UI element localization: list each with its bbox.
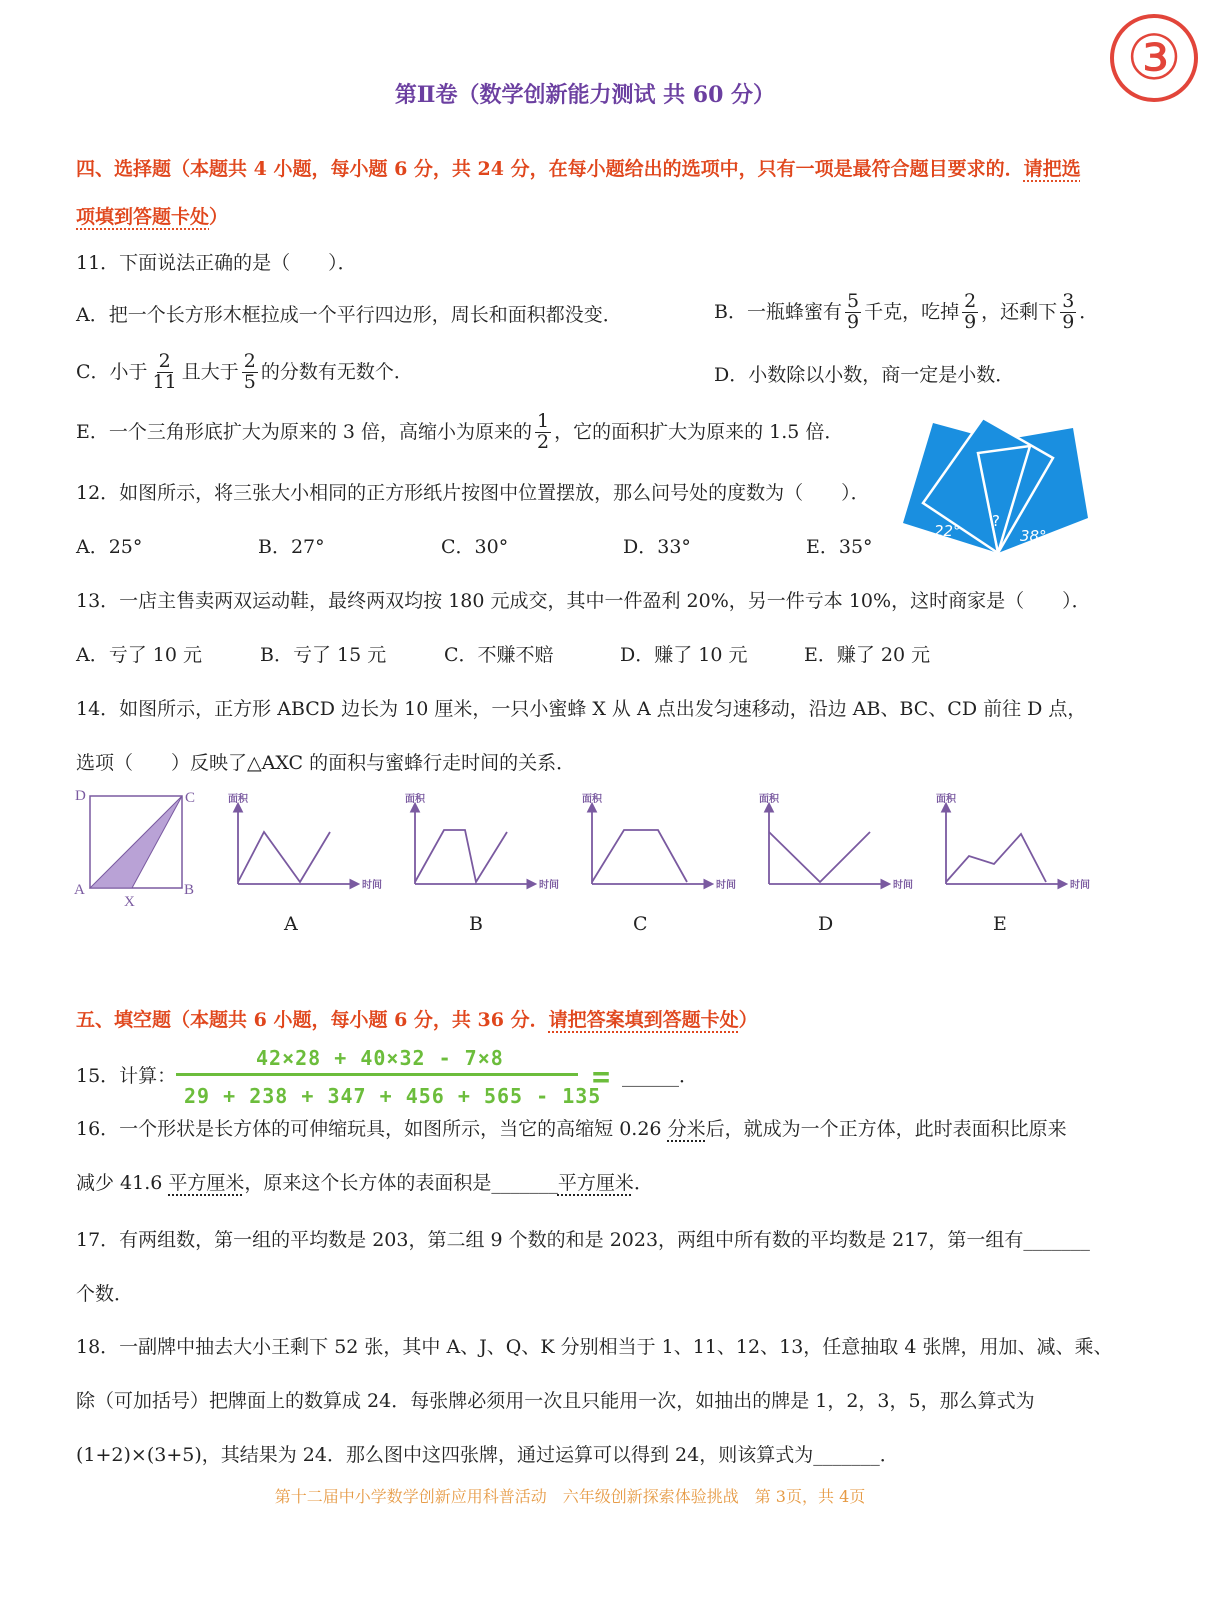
section5-emph: 请把答案填到答题卡处: [548, 1009, 739, 1031]
q11-b-fraction-2: $\frac{2}{9}$: [964, 290, 977, 333]
q11-b-text-2: 千克，吃掉: [864, 300, 960, 323]
graph-b-label: B: [469, 913, 483, 935]
graph-a: [238, 804, 358, 884]
q16-unit-cm2-2: 平方厘米: [557, 1172, 634, 1194]
q16-unit-dm: 分米: [667, 1118, 706, 1140]
triangle-axc: [90, 796, 182, 888]
q12-option-d: D．33°: [623, 536, 691, 558]
q14-line1: 14．如图所示，正方形 ABCD 边长为 10 厘米，一只小蜜蜂 X 从 A 点出发匀速移动，沿边 AB、BC、CD 前往 D 点，: [76, 698, 1087, 720]
q16-line1-text: 16．一个形状是长方体的可伸缩玩具，如图所示，当它的高缩短 0.26: [76, 1118, 668, 1140]
q13-option-a: A．亏了 10 元: [76, 644, 202, 666]
graph-e-ylabel: 面积: [936, 794, 956, 805]
q11-e-fraction: $\frac{1}{2}$: [537, 410, 550, 453]
q11-b-text: B．一瓶蜂蜜有: [714, 300, 842, 323]
q15-numerator: 42×28 + 40×32 - 7×8: [256, 1046, 504, 1070]
graph-c-label: C: [633, 913, 648, 935]
q11-b-end: ．: [1079, 300, 1099, 323]
q12-option-a: A．25°: [76, 536, 143, 558]
q15-fraction-bar: [176, 1073, 578, 1076]
q15-denominator: 29 + 238 + 347 + 456 + 565 - 135: [184, 1084, 602, 1108]
section4-header-cont: [76, 202, 228, 229]
q14-line2: 选项（ ）反映了△AXC 的面积与蜜蜂行走时间的关系．: [76, 752, 576, 774]
q15-equals: =: [592, 1060, 612, 1095]
angle-22-label: 22°: [934, 522, 961, 540]
q18-line2: 除（可加括号）把牌面上的数算成 24．每张牌必须用一次且只能用一次，如抽出的牌是 1，2，3，5，那么算式为: [76, 1390, 1035, 1412]
q11-c-fraction-1: $\frac{2}{11}$: [152, 350, 177, 393]
graph-b-xlabel: 时间: [539, 880, 559, 891]
q11-option-e: [76, 412, 843, 453]
graph-e-xlabel: 时间: [1070, 880, 1090, 891]
graph-b: [415, 804, 535, 884]
graph-d-ylabel: 面积: [759, 794, 779, 805]
q12-option-b: B．27°: [258, 536, 325, 558]
graph-a-ylabel: 面积: [228, 794, 248, 805]
graph-d: [769, 804, 889, 884]
q12-option-e: E．35°: [806, 536, 873, 558]
q13-option-b: B．亏了 15 元: [260, 644, 387, 666]
graph-a-xlabel: 时间: [362, 880, 382, 891]
label-d: D: [75, 788, 86, 804]
page-footer: 第十二届中小学数学创新应用科普活动 六年级创新探索体验挑战 第 3页，共 4页: [274, 1487, 866, 1506]
q11-c-end: 的分数有无数个．: [260, 360, 413, 383]
q12-option-c: C．30°: [441, 536, 509, 558]
graph-c-xlabel: 时间: [716, 880, 736, 891]
angle-38-label: 38°: [1020, 527, 1047, 545]
q11-e-end: ，它的面积扩大为原来的 1.5 倍．: [554, 420, 844, 443]
q11-c-fraction-2: $\frac{2}{5}$: [243, 350, 256, 393]
q13-option-c: C．不赚不赔: [444, 644, 554, 666]
graph-b-ylabel: 面积: [405, 794, 425, 805]
q16-unit-cm2: 平方厘米: [168, 1172, 245, 1194]
q11-option-c: [76, 352, 413, 393]
q12-stem: 12．如图所示，将三张大小相同的正方形纸片按图中位置摆放，那么问号处的度数为（ ）．: [76, 482, 870, 504]
section4-line1: 四、选择题（本题共 4 小题，每小题 6 分，共 24 分，在每小题给出的选项中，只有一项是最符合题目要求的．: [76, 158, 1024, 180]
section4-line1-emph: 请把选: [1023, 158, 1081, 180]
graph-c: [592, 804, 712, 884]
q18-line1: 18．一副牌中抽去大小王剩下 52 张，其中 A、J、Q、K 分别相当于 1、11、12、13，任意抽取 4 张牌，用加、减、乘、: [76, 1336, 1113, 1358]
section5-end: ）: [738, 1009, 758, 1031]
q11-b-fraction-1: $\frac{5}{9}$: [846, 290, 860, 333]
q16-line2-end: ．: [633, 1172, 653, 1194]
graph-d-label: D: [818, 913, 834, 935]
q18-line3: (1+2)×(3+5)，其结果为 24．那么图中这四张牌，通过运算可以得到 24，则该算式为_______．: [76, 1444, 899, 1466]
q11-e-text: E．一个三角形底扩大为原来的 3 倍，高缩小为原来的: [76, 420, 533, 443]
q13-option-d: D．赚了 10 元: [620, 644, 748, 666]
question-mark-label: ?: [992, 512, 1000, 530]
graph-c-ylabel: 面积: [582, 794, 602, 805]
graph-a-label: A: [284, 913, 298, 935]
q13-option-e: E．赚了 20 元: [804, 644, 931, 666]
q12-squares-figure: [898, 408, 1098, 558]
section5-pre: 五、填空题（本题共 6 小题，每小题 6 分，共 36 分．: [76, 1009, 549, 1031]
q13-stem: 13．一店主售卖两双运动鞋，最终两双均按 180 元成交，其中一件盈利 20%，另一件亏本 10%，这时商家是（ ）．: [76, 590, 1091, 612]
q15-blank: ______．: [622, 1065, 699, 1087]
label-a: A: [74, 882, 85, 898]
graph-d-xlabel: 时间: [893, 880, 913, 891]
q14-square-figure: [70, 784, 210, 914]
label-x: X: [124, 894, 135, 910]
q16-line2: [76, 1174, 653, 1193]
q11-stem: 11．下面说法正确的是（ ）．: [76, 252, 357, 274]
q11-option-d: D．小数除以小数，商一定是小数．: [714, 364, 1015, 386]
section4-header: [76, 154, 1081, 181]
section4-line2-emph: 项填到答题卡处: [76, 206, 210, 228]
q11-option-b: [714, 292, 1098, 333]
page-title: 第Ⅱ卷（数学创新能力测试 共 60 分）: [394, 82, 776, 108]
label-b: B: [184, 882, 195, 898]
graph-e: [946, 804, 1066, 884]
graph-e-label: E: [993, 913, 1007, 935]
label-c: C: [185, 790, 196, 806]
q14-graphs: [222, 788, 1102, 898]
q11-b-text-3: ，还剩下: [981, 300, 1058, 323]
q17-line1: 17．有两组数，第一组的平均数是 203，第二组 9 个数的和是 2023，两组中所有数的平均数是 217，第一组有_______: [76, 1229, 1090, 1251]
section4-line2-end: ）: [209, 206, 229, 228]
q16-line1-end: 后，就成为一个正方体，此时表面积比原来: [705, 1118, 1067, 1140]
q16-line2-mid: ，原来这个长方体的表面积是_______: [244, 1172, 558, 1194]
q11-b-fraction-3: $\frac{3}{9}$: [1062, 290, 1075, 333]
q16-line2-text: 减少 41.6: [76, 1172, 169, 1194]
q17-line2: 个数．: [76, 1283, 134, 1305]
q16-line1: [76, 1120, 1067, 1139]
q11-option-a: A．把一个长方形木框拉成一个平行四边形，周长和面积都没变．: [76, 304, 622, 326]
q11-c-text-2: 且大于: [181, 360, 239, 383]
section5-header: [76, 1005, 758, 1032]
page-number-badge: ③: [1110, 14, 1198, 102]
q15-label: 15．计算：: [76, 1065, 177, 1087]
q11-c-text: C．小于: [76, 360, 148, 383]
